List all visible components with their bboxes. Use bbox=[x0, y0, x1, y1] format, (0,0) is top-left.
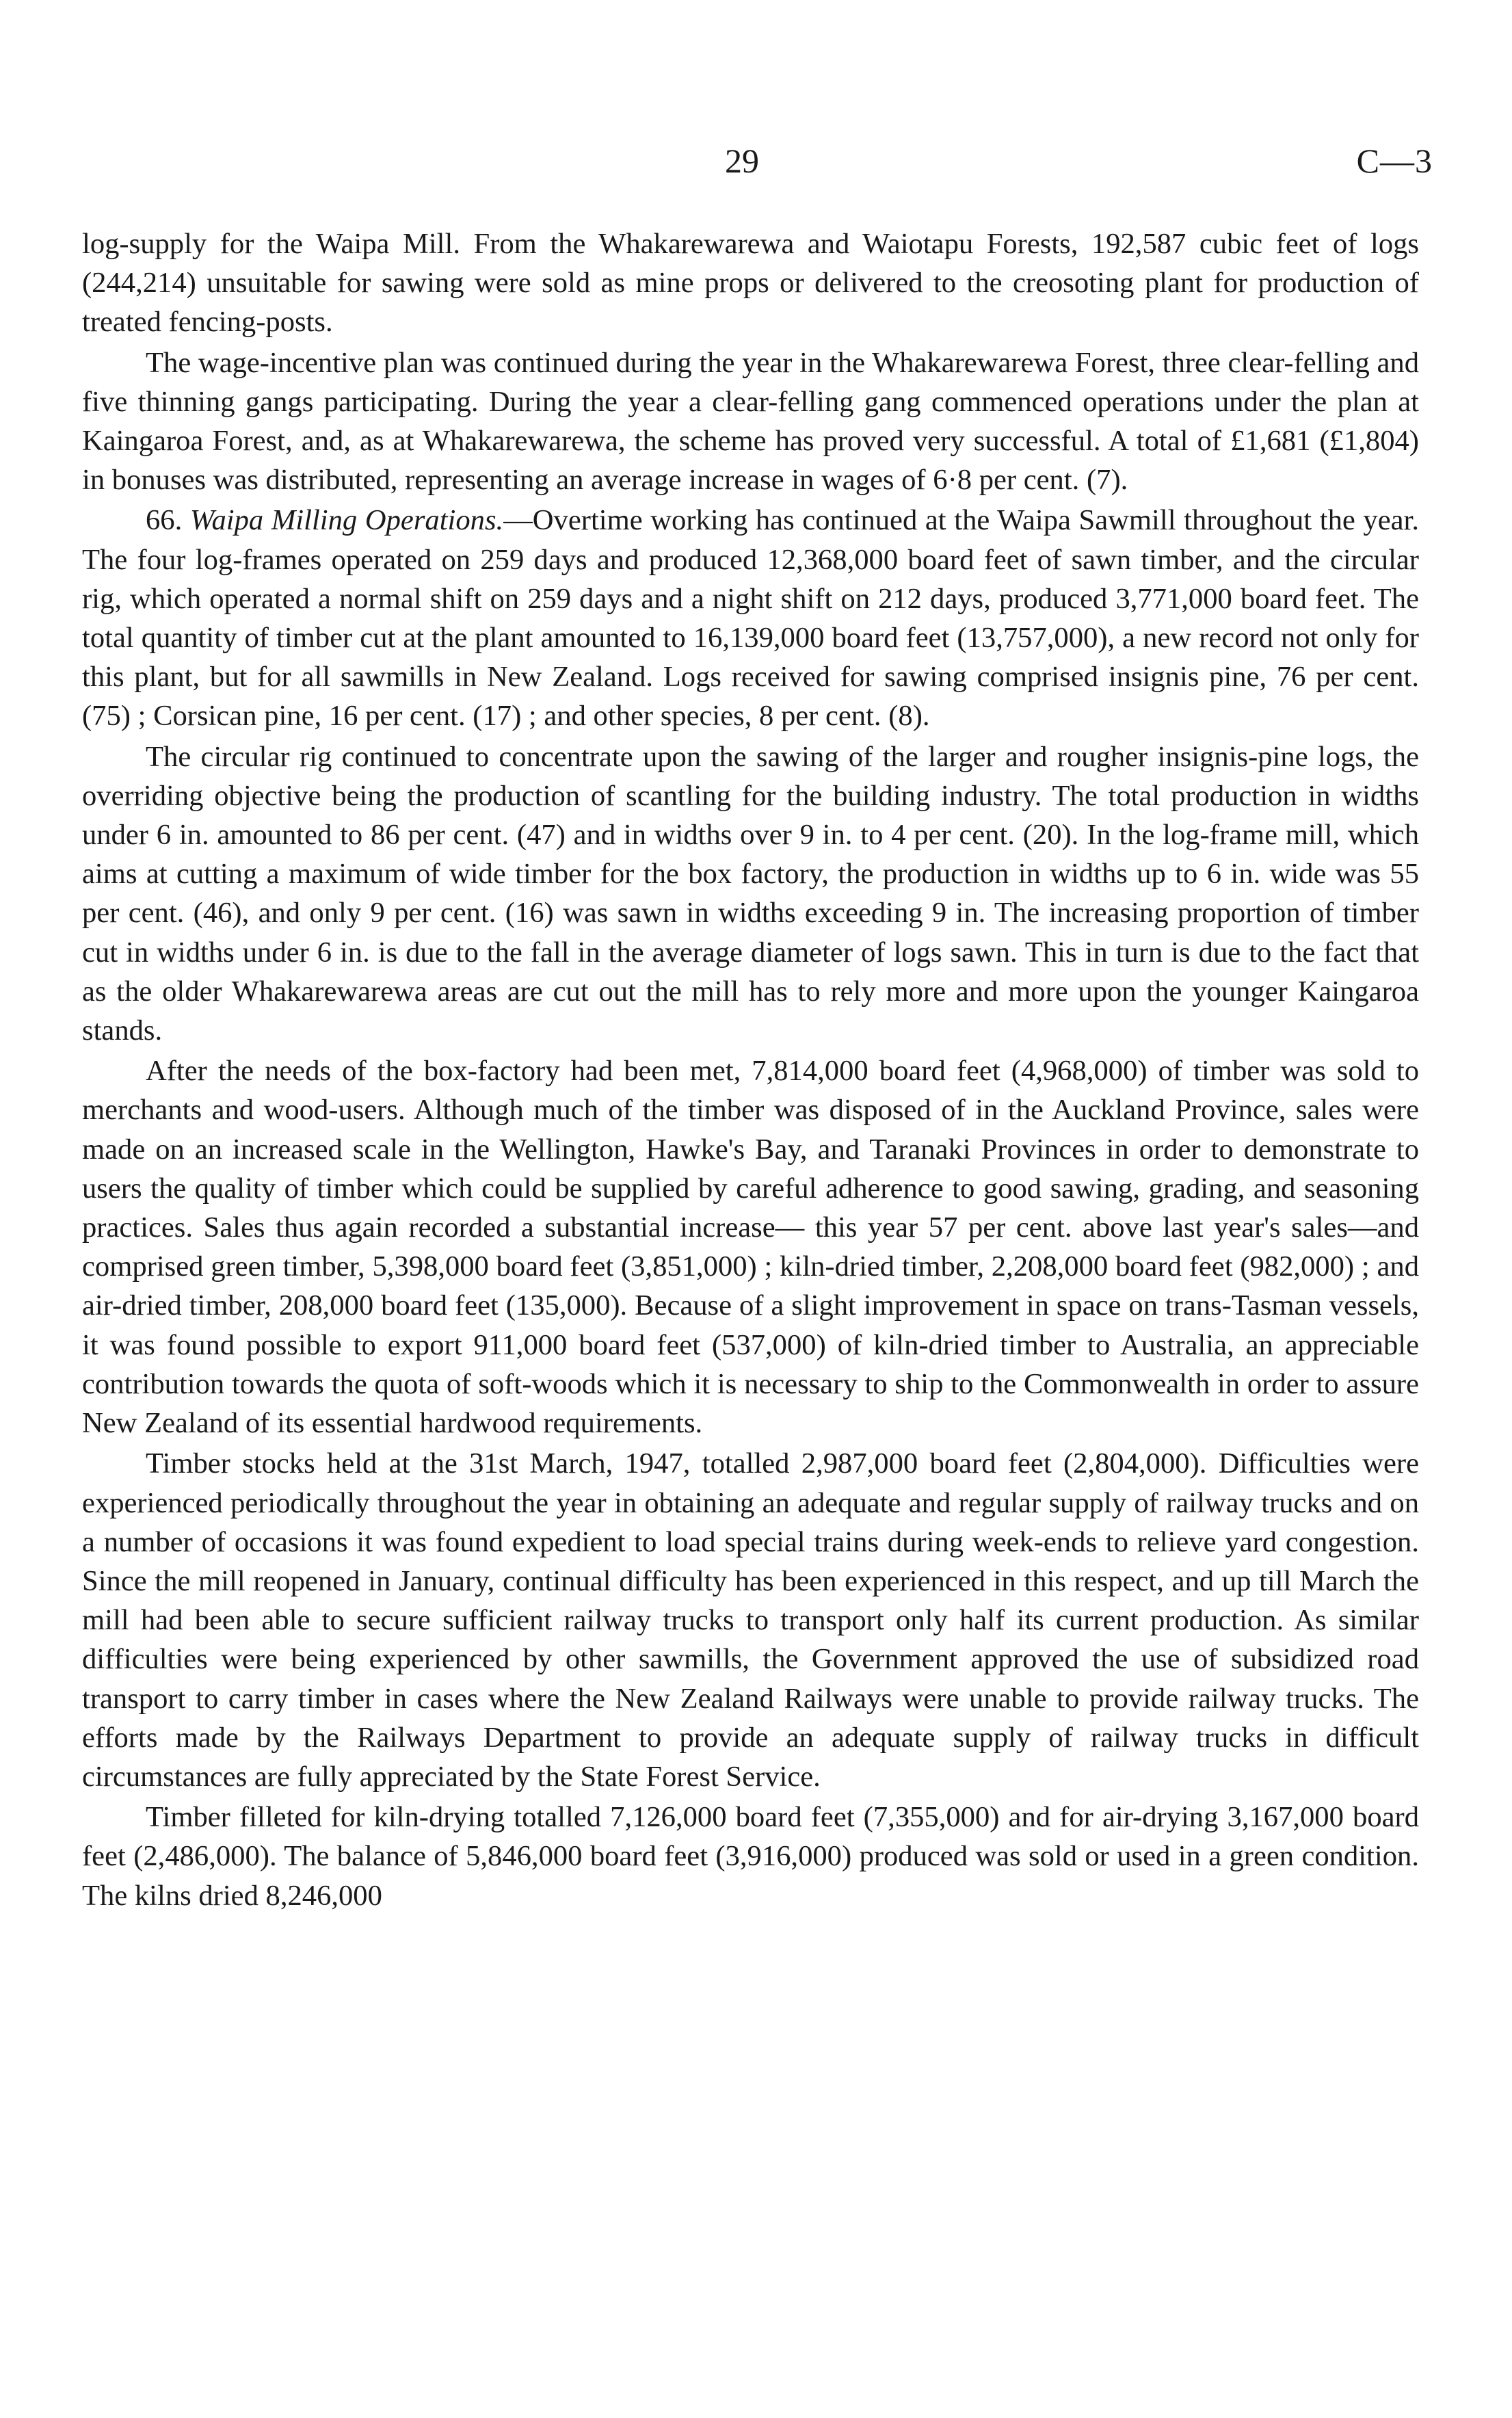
body-text bbox=[82, 224, 1419, 1915]
paragraph-text: log-supply for the Waipa Mill. From the Whakarewarewa and Waiotapu Forests, 192,587 cubic feet of logs (244,214) unsuitable for sawing were sold as mine props or delivered to the creosoting plant for production of treated fencing-posts. bbox=[82, 228, 1419, 339]
paragraph-waipa-milling bbox=[82, 501, 1419, 735]
paragraph-text: The wage-incentive plan was continued during the year in the Whakarewarewa Forest, three clear-felling and five thinning gangs participating. During the year a clear-felling gang commenced operations under the plan at Kaingaroa Forest, and, as at Whakarewarewa, the scheme has proved very successful. A total of £1,681 (£1,804) in bonuses was distributed, representing an average increase in wages of 6·8 per cent. (7). bbox=[82, 346, 1419, 497]
paragraph-text: Timber stocks held at the 31st March, 1947, totalled 2,987,000 board feet (2,804,000). Difficulties were experienced periodically throughout the year in obtaining an adequate and regular supply of railway trucks and on a number of occasions it was found expedient to load special trains during week-ends to relieve yard congestion. Since the mill reopened in January, continual difficulty has been experienced in this respect, and up till March the mill had been able to secure sufficient railway trucks to transport only half its current production. As similar difficulties were being experienced by other sawmills, the Government approved the use of subsidized road transport to carry timber in cases where the New Zealand Railways were unable to provide railway trucks. The efforts made by the Railways Department to provide an adequate supply of railway trucks in difficult circumstances are fully appreciated by the State Forest Service. bbox=[82, 1447, 1419, 1793]
paragraph-box-factory-sales bbox=[82, 1051, 1419, 1443]
document-code: C—3 bbox=[1356, 142, 1433, 180]
section-number: 66. bbox=[146, 504, 183, 537]
paragraph-wage-incentive bbox=[82, 343, 1419, 500]
paragraph-timber-stocks bbox=[82, 1444, 1419, 1796]
paragraph-text: Timber filleted for kiln-drying totalled 7,126,000 board feet (7,355,000) and for air-drying 3,167,000 board feet (2,486,000). The balance of 5,846,000 board feet (3,916,000) produced was sold or used in a green condition. The kilns dried 8,246,000 bbox=[82, 1801, 1419, 1912]
paragraph-text: The circular rig continued to concentrate upon the sawing of the larger and rougher insignis-pine logs, the overriding objective being the production of scantling for the building industry. The total production in widths under 6 in. amounted to 86 per cent. (47) and in widths over 9 in. to 4 per cent. (20). In the log-frame mill, which aims at cutting a maximum of wide timber for the box factory, the production in widths up to 6 in. wide was 55 per cent. (46), and only 9 per cent. (16) was sawn in widths exceeding 9 in. The increasing proportion of timber cut in widths under 6 in. is due to the fall in the average diameter of logs sawn. This in turn is due to the fact that as the older Whakarewarewa areas are cut out the mill has to rely more and more upon the younger Kaingaroa stands. bbox=[82, 740, 1419, 1047]
page-header bbox=[0, 140, 1512, 181]
paragraph-circular-rig bbox=[82, 737, 1419, 1051]
page-number: 29 bbox=[725, 142, 759, 180]
paragraph-continued bbox=[82, 224, 1419, 342]
section-heading: Waipa Milling Operations. bbox=[189, 504, 504, 537]
paragraph-kiln-drying bbox=[82, 1798, 1419, 1915]
paragraph-text: —Overtime working has continued at the Waipa Sawmill throughout the year. The four log-frames operated on 259 days and produced 12,368,000 board feet of sawn timber, and the circular rig, which operated a normal shift on 259 days and a night shift on 212 days, produced 3,771,000 board feet. The total quantity of timber cut at the plant amounted to 16,139,000 board feet (13,757,000), a new record not only for this plant, but for all sawmills in New Zealand. Logs received for sawing comprised insignis pine, 76 per cent. (75) ; Corsican pine, 16 per cent. (17) ; and other species, 8 per cent. (8). bbox=[82, 504, 1419, 733]
paragraph-text: After the needs of the box-factory had been met, 7,814,000 board feet (4,968,000) of timber was sold to merchants and wood-users. Although much of the timber was disposed of in the Auckland Province, sales were made on an increased scale in the Wellington, Hawke's Bay, and Taranaki Provinces in order to demonstrate to users the quality of timber which could be supplied by careful adherence to good sawing, grading, and seasoning practices. Sales thus again recorded a substantial increase— this year 57 per cent. above last year's sales—and comprised green timber, 5,398,000 board feet (3,851,000) ; kiln-dried timber, 2,208,000 board feet (982,000) ; and air-dried timber, 208,000 board feet (135,000). Because of a slight improvement in space on trans-Tasman vessels, it was found possible to export 911,000 board feet (537,000) of kiln-dried timber to Australia, an appreciable contribution towards the quota of soft-woods which it is necessary to ship to the Commonwealth in order to assure New Zealand of its essential hardwood requirements. bbox=[82, 1055, 1419, 1440]
